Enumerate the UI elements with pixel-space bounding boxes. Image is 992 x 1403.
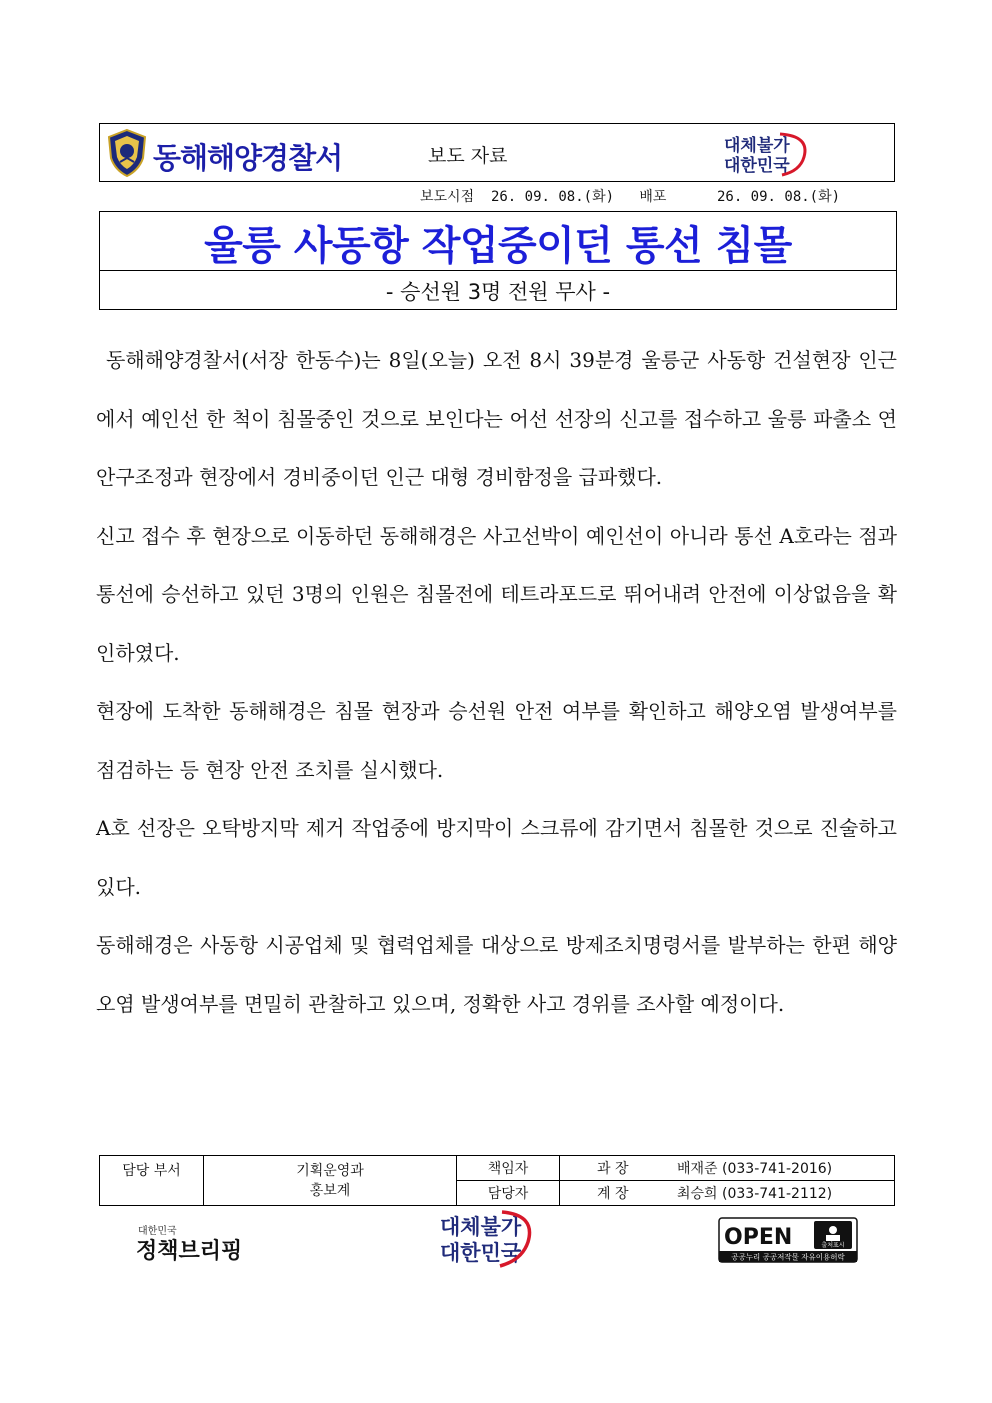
role-cell: 책임자 bbox=[457, 1156, 560, 1181]
paragraph: 현장에 도착한 동해해경은 침몰 현장과 승선원 안전 여부를 확인하고 해양오염 발생여부를 점검하는 등 현장 안전 조치를 실시했다. bbox=[96, 699, 897, 782]
paragraph: 동해해경은 사동항 시공업체 및 협력업체를 대상으로 방제조치명령서를 발부하는 한편 해양오염 발생여부를 면밀히 관찰하고 있으며, 정확한 사고 경위를 조사할 예정이다. bbox=[96, 933, 897, 1016]
org-name: 동해해양경찰서 bbox=[153, 141, 343, 175]
paragraph: A호 선장은 오탁방지막 제거 작업중에 방지막이 스크류에 감기면서 침몰한 것으로 진술하고 있다. bbox=[96, 816, 897, 899]
subheadline: - 승선원 3명 전원 무사 - bbox=[385, 280, 611, 304]
position-cell: 과 장 bbox=[560, 1156, 678, 1181]
policy-small: 대한민국 bbox=[138, 1226, 177, 1237]
table-row bbox=[100, 1156, 895, 1181]
slogan-line1: 대체불가 bbox=[724, 136, 790, 156]
person-cell: 배재준 (033-741-2016) bbox=[677, 1156, 895, 1181]
position-cell: 계 장 bbox=[560, 1181, 678, 1206]
slogan-logo-bottom-icon bbox=[436, 1208, 536, 1270]
dept-label: 담당 부서 bbox=[100, 1156, 204, 1206]
role-cell: 담당자 bbox=[457, 1181, 560, 1206]
dept-line1: 기획운영과 bbox=[296, 1162, 364, 1179]
release-dates: 보도시점 26. 09. 08.(화) 배포 26. 09. 08.(화) bbox=[420, 189, 841, 205]
dept-line2: 홍보계 bbox=[309, 1182, 351, 1199]
policy-big: 정책브리핑 bbox=[136, 1239, 243, 1264]
open-caption: 공공누리 공공저작물 자유이용허락 bbox=[731, 1252, 845, 1262]
policy-briefing-logo-icon bbox=[136, 1222, 254, 1264]
slogan-bottom-line2: 대한민국 bbox=[440, 1241, 522, 1265]
coast-guard-emblem-icon bbox=[106, 128, 148, 178]
contact-table bbox=[99, 1155, 895, 1206]
slogan-bottom-line1: 대체불가 bbox=[440, 1215, 522, 1239]
dept-value bbox=[204, 1156, 457, 1206]
open-badge: 출처표시 bbox=[821, 1242, 845, 1249]
person-cell: 최승희 (033-741-2112) bbox=[677, 1181, 895, 1206]
open-license-logo-icon bbox=[718, 1217, 858, 1263]
paragraph: 신고 접수 후 현장으로 이동하던 동해해경은 사고선박이 예인선이 아니라 통선 A호라는 점과 통선에 승선하고 있던 3명의 인원은 침몰전에 테트라포드로 뛰어내려 안전에 이상없음을 확인하였다. bbox=[96, 523, 897, 665]
document-type: 보도 자료 bbox=[428, 145, 508, 167]
slogan-logo-icon bbox=[720, 131, 812, 177]
headline: 울릉 사동항 작업중이던 통선 침몰 bbox=[204, 223, 792, 269]
article-body bbox=[96, 331, 897, 1033]
open-text: OPEN bbox=[724, 1225, 793, 1250]
paragraph: 동해해양경찰서(서장 한동수)는 8일(오늘) 오전 8시 39분경 울릉군 사동항 건설현장 인근에서 예인선 한 척이 침몰중인 것으로 보인다는 어선 선장의 신고를 접수하고 울릉 파출소 연안구조정과 현장에서 경비중이던 인근 대형 경비함정을 급파했다. bbox=[96, 348, 897, 489]
slogan-line2: 대한민국 bbox=[724, 156, 790, 176]
